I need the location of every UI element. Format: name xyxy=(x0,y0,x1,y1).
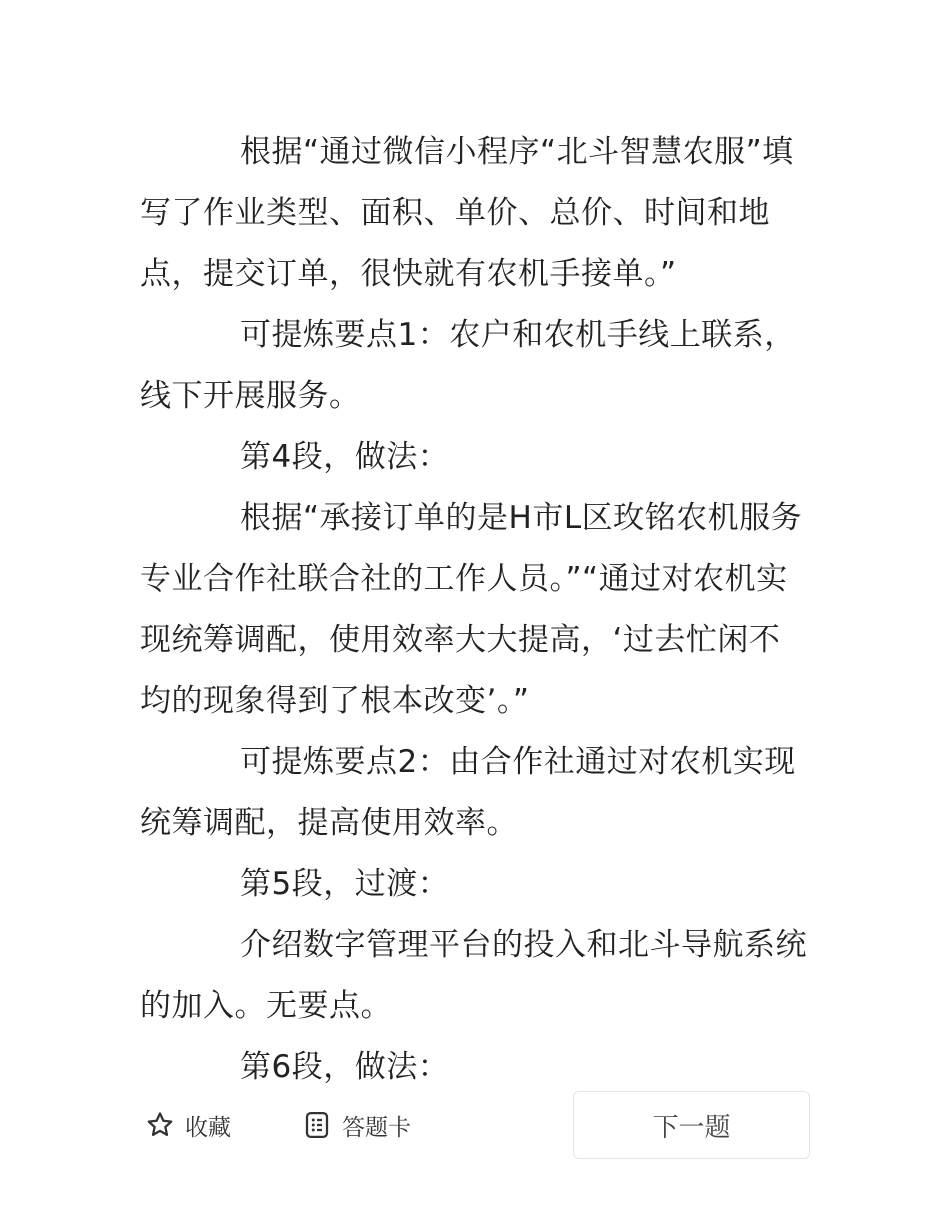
bottom-action-bar xyxy=(0,1090,950,1160)
favorite-button[interactable] xyxy=(145,1106,231,1144)
star-icon xyxy=(145,1110,175,1140)
answer-card-button[interactable] xyxy=(302,1106,411,1144)
next-question-button[interactable]: 下一题 xyxy=(573,1091,810,1159)
favorite-label: 收藏 xyxy=(185,1114,231,1141)
analysis-content xyxy=(140,122,810,1098)
analysis-paragraph: 根据“通过微信小程序“北斗智慧农服”填写了作业类型、面积、单价、总价、时间和地点，提交订单，很快就有农机手接单。” xyxy=(140,134,794,292)
answer-card-label: 答题卡 xyxy=(342,1114,411,1141)
analysis-paragraph: 介绍数字管理平台的投入和北斗导航系统的加入。无要点。 xyxy=(140,927,807,1024)
analysis-paragraph: 根据“承接订单的是H市L区玫铭农机服务专业合作社联合社的工作人员。”“通过对农机实现统筹调配，使用效率大大提高，‘过去忙闲不均的现象得到了根本改变’。” xyxy=(140,500,803,719)
analysis-paragraph: 可提炼要点2：由合作社通过对农机实现统筹调配，提高使用效率。 xyxy=(140,744,796,841)
analysis-paragraph: 第4段，做法： xyxy=(240,439,450,475)
answer-card-icon xyxy=(302,1110,332,1140)
analysis-paragraph: 第6段，做法： xyxy=(240,1049,450,1085)
analysis-paragraph: 第5段，过渡： xyxy=(240,866,450,902)
analysis-paragraph: 可提炼要点1：农户和农机手线上联系，线下开展服务。 xyxy=(140,317,796,414)
